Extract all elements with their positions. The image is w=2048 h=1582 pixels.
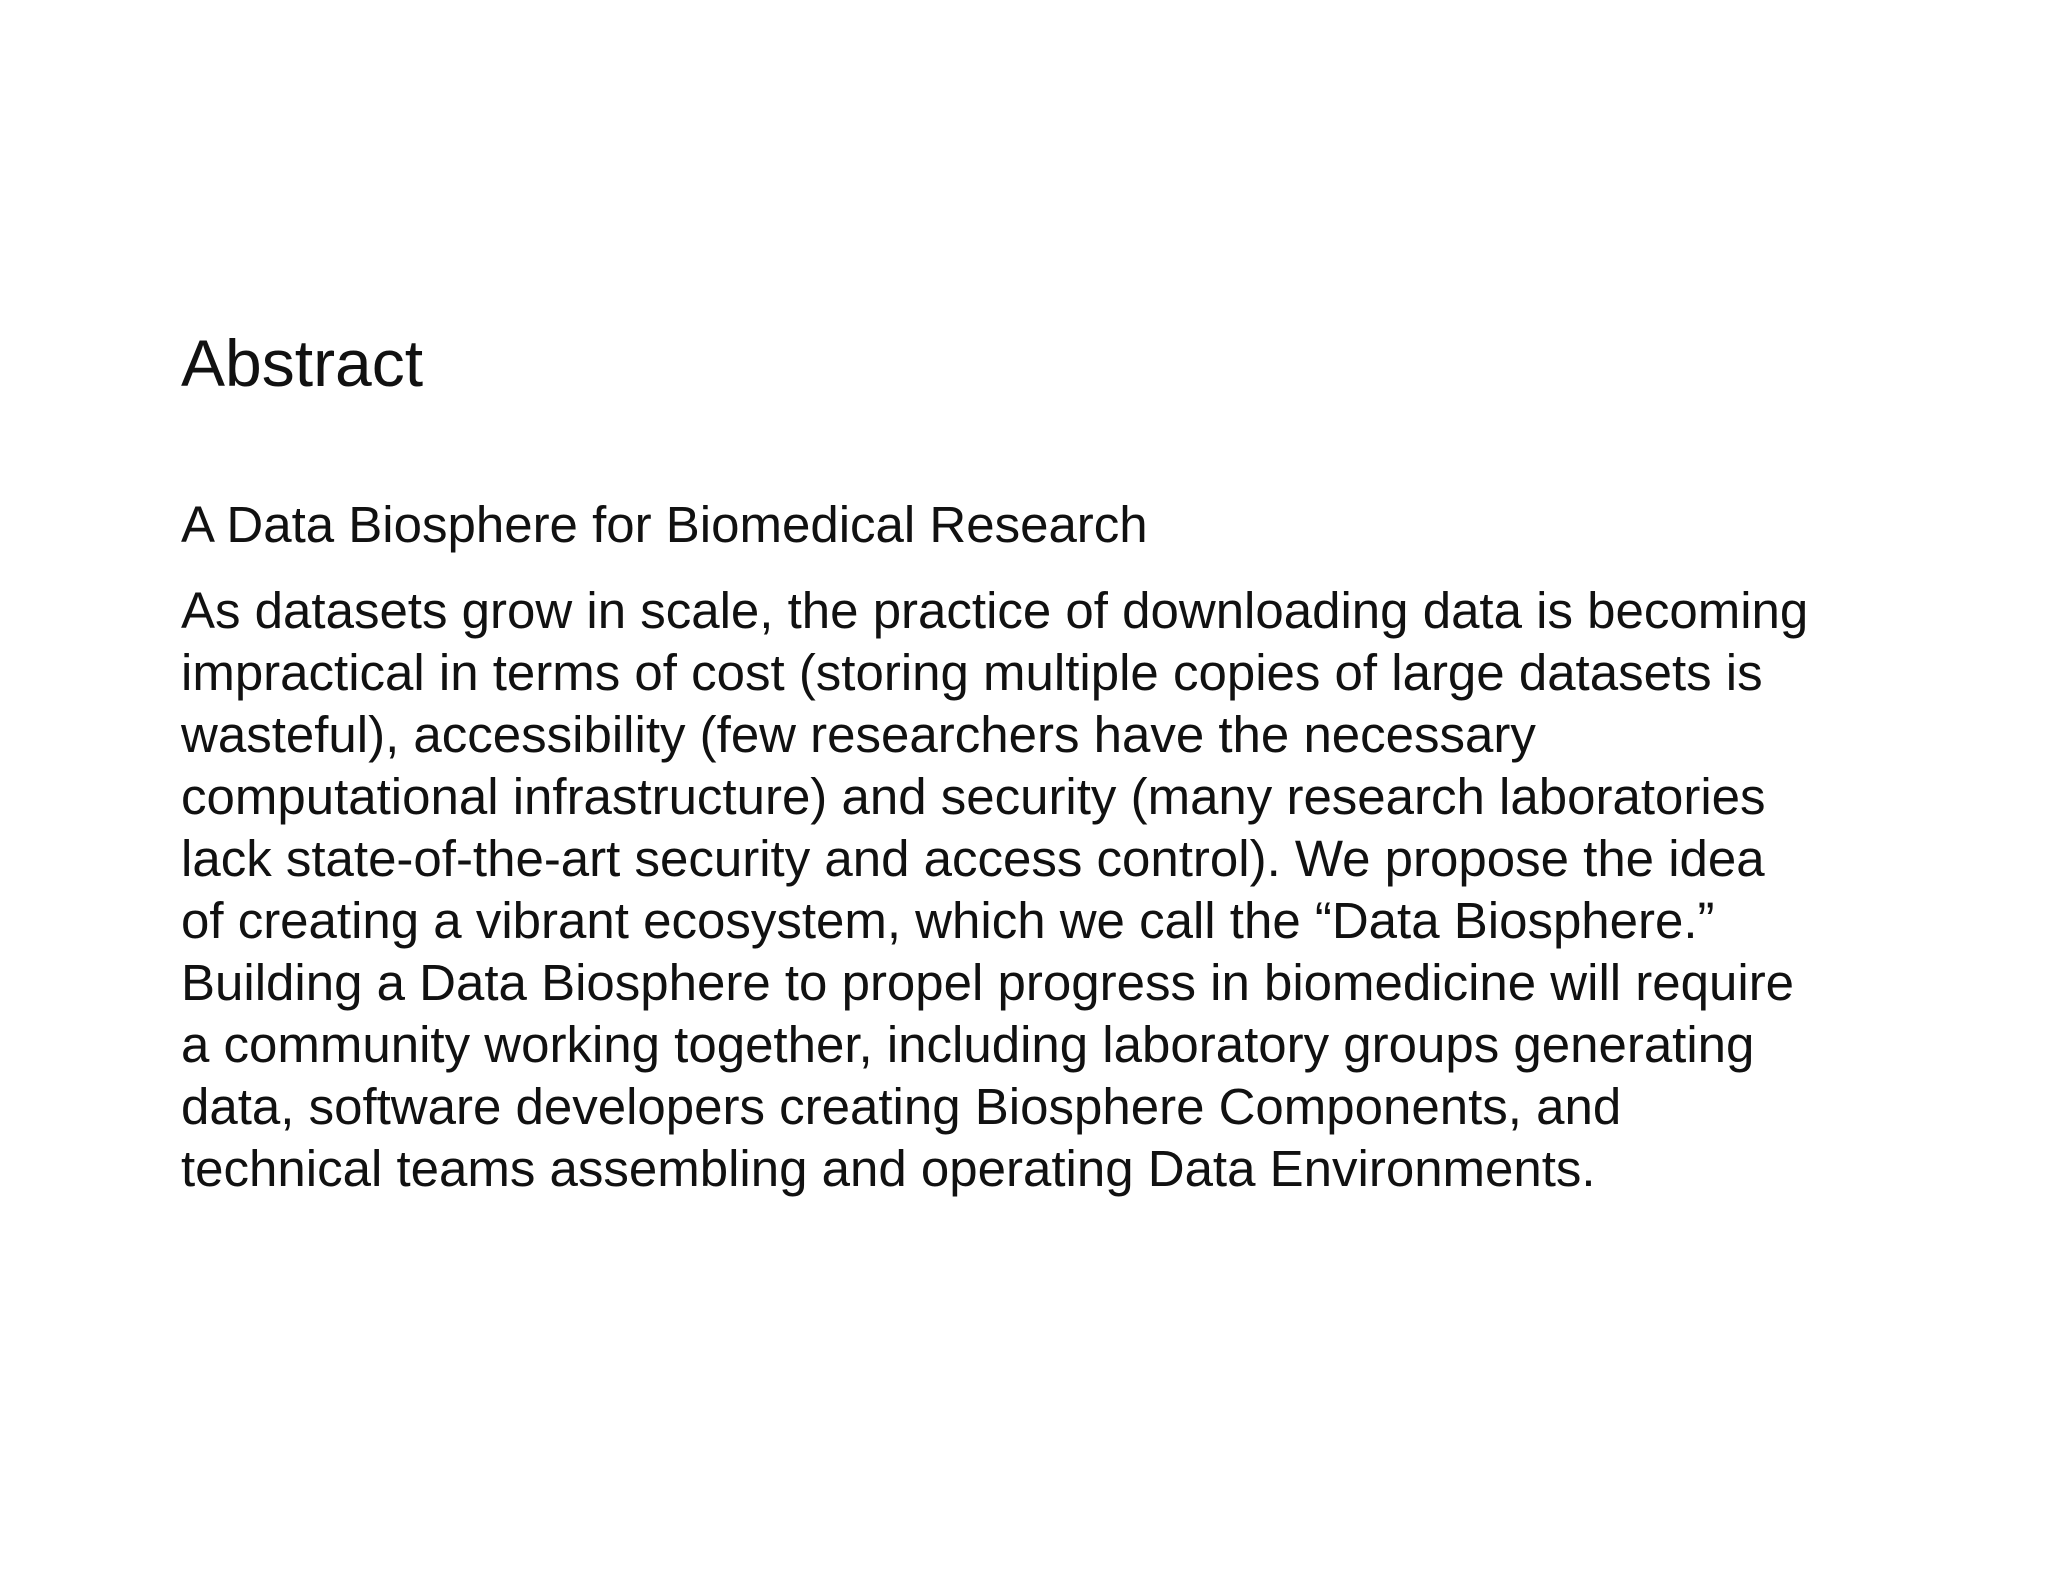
- abstract-subtitle: A Data Biosphere for Biomedical Research: [181, 496, 1148, 553]
- body-line: of creating a vibrant ecosystem, which we call the “Data Biosphere.”: [181, 892, 1715, 949]
- body-line: lack state-of-the-art security and access control). We propose the idea: [181, 830, 1765, 887]
- slide-title: Abstract: [181, 326, 424, 400]
- body-line: wasteful), accessibility (few researchers have the necessary: [181, 706, 1536, 763]
- slide-content: [181, 494, 1921, 1200]
- body-line: As datasets grow in scale, the practice of downloading data is becoming: [181, 582, 1809, 639]
- body-line: technical teams assembling and operating Data Environments.: [181, 1140, 1596, 1197]
- body-line: computational infrastructure) and security (many research laboratories: [181, 768, 1766, 825]
- abstract-body: [181, 580, 1921, 1200]
- body-line: a community working together, including laboratory groups generating: [181, 1016, 1755, 1073]
- body-line: impractical in terms of cost (storing multiple copies of large datasets is: [181, 644, 1763, 701]
- body-line: data, software developers creating Biosphere Components, and: [181, 1078, 1622, 1135]
- body-line: Building a Data Biosphere to propel progress in biomedicine will require: [181, 954, 1795, 1011]
